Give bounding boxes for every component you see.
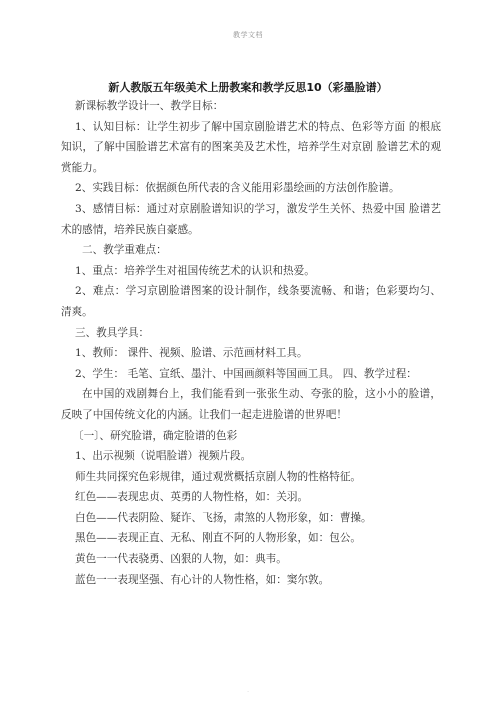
section-heading-key-points: 二、教学重难点：	[82, 244, 167, 257]
document-title: 新人教版五年级美术上册教案和教学反思10（彩墨脸谱）	[108, 81, 388, 94]
paragraph-cognitive-goal: 1、认知目标：让学生初步了解中国京剧脸谱艺术的特点、色彩等方面 的根底知识，了解中国脸谱艺术富有的图案美及艺术性，培养学生对京剧 脸谱艺术的观赏能力。	[61, 120, 441, 174]
paragraph-student-materials: 2、学生： 毛笔、宣纸、墨汁、中国画颜料等国画工具。 四、教学过程：	[75, 367, 417, 380]
section-heading-objectives: 新课标教学设计一、教学目标：	[75, 100, 224, 112]
paragraph-difficult-point: 2、难点：学习京剧脸谱图案的设计制作，线条要流畅、和谐；色彩要均匀、清爽。	[61, 285, 441, 318]
paragraph-key-point: 1、重点：培养学生对祖国传统艺术的认识和热爱。	[75, 264, 315, 277]
footer-mark: .	[247, 688, 249, 694]
paragraph-practice-goal: 2、实践目标：依据颜色所代表的含义能用彩墨绘画的方法创作脸谱。	[75, 182, 400, 195]
paragraph-color-white: 白色——代表阴险、疑诈、飞扬，肃煞的人物形象，如：曹操。	[75, 511, 372, 524]
header-mark: 教学文档	[233, 31, 263, 39]
paragraph-emotion-goal: 3、感情目标：通过对京剧脸谱知识的学习，激发学生关怀、热爱中国 脸谱艺术的感情，培养民族自豪感。	[61, 202, 441, 236]
document-body	[61, 96, 441, 590]
paragraph-video: 1、出示视频（说唱脸谱）视频片段。	[75, 450, 252, 463]
paragraph-teacher-materials: 1、教师： 课件、视频、脸谱、示范画材料工具。	[75, 347, 308, 360]
paragraph-color-yellow: 黄色一一代表骁勇、凶狠的人物，如：典韦。	[75, 553, 287, 566]
section-heading-materials: 三、教具学具：	[75, 326, 150, 339]
paragraph-introduction: 在中国的戏剧舞台上，我们能看到一张张生动、夸张的脸，这小小的脸谱，反映了中国传统文化的内涵。让我们一起走进脸谱的世界吧！	[61, 388, 441, 421]
paragraph-explore: 师生共同探究色彩规律，通过观赏概括京剧人物的性格特征。	[75, 470, 362, 483]
paragraph-color-red: 红色——表现忠贞、英勇的人物性格，如：关羽。	[75, 491, 309, 504]
paragraph-color-black: 黑色——表现正直、无私、刚直不阿的人物形象，如：包公。	[75, 532, 362, 545]
paragraph-color-blue: 蓝色一一表现坚强、有心计的人物性格，如：窦尔敦。	[75, 573, 330, 586]
section-heading-research: 〔一〕、研究脸谱，确定脸谱的色彩	[73, 429, 238, 442]
